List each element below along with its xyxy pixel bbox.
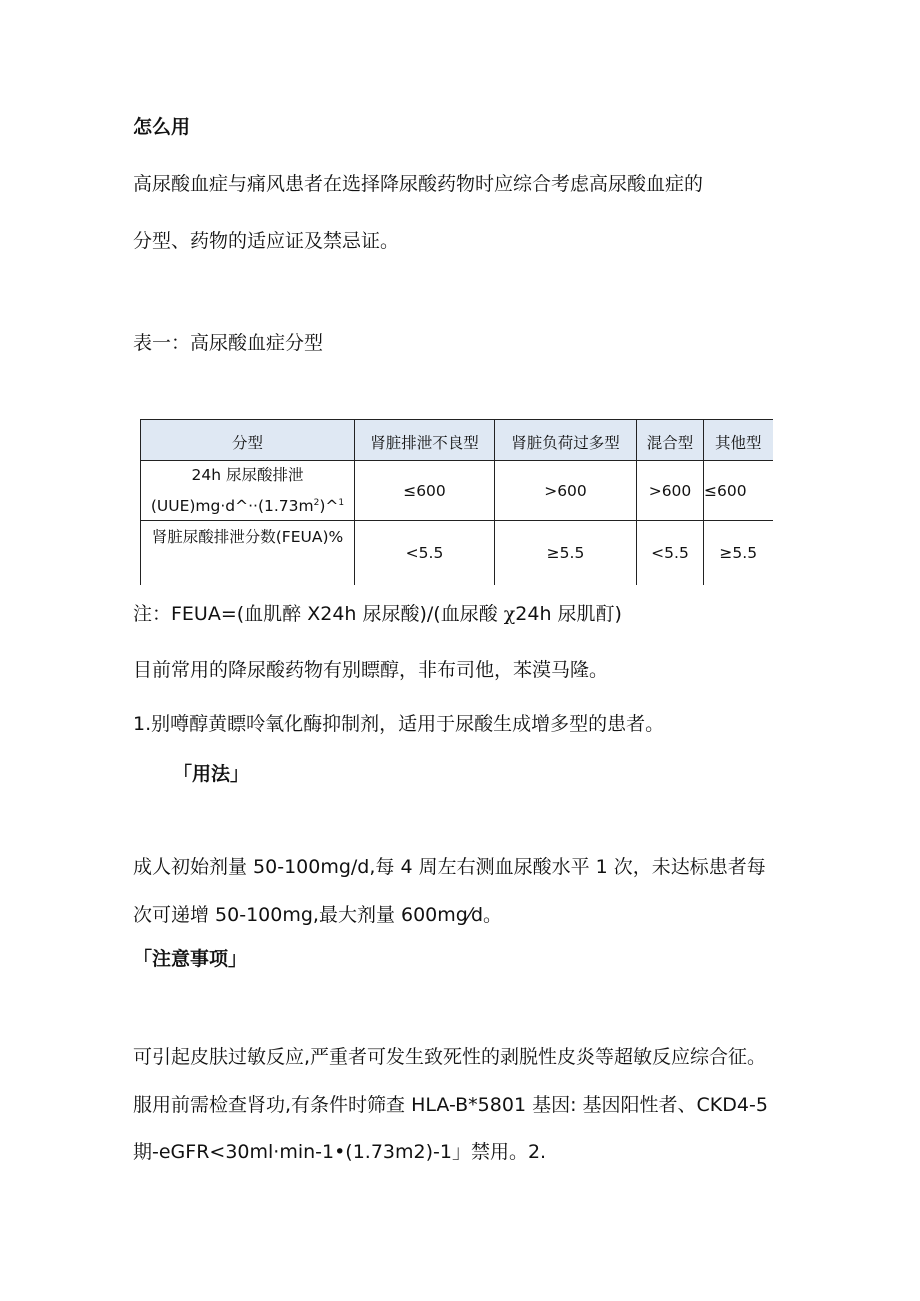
hyperuricemia-type-table bbox=[140, 419, 773, 585]
header-renal-overload: 肾脏负荷过多型 bbox=[495, 420, 637, 461]
table-caption: 表一：高尿酸血症分型 bbox=[133, 332, 324, 354]
intro-line-1: 高尿酸血症与痛风患者在选择降尿酸药物时应综合考虑高尿酸血症的 bbox=[133, 173, 704, 195]
cell-feua-overload: ≥5.5 bbox=[495, 521, 637, 586]
usage-line-1: 成人初始剂量 50-100mg/d,每 4 周左右测血尿酸水平 1 次，未达标患者每 bbox=[133, 856, 766, 878]
cell-uue-other: ≤600 bbox=[704, 461, 773, 521]
row-label-uue: 24h 尿尿酸排泄 $(UUE)mg\cdot d\^{}\cdot\cdot(1.73m^2)\^{}^1$ bbox=[141, 461, 355, 521]
cell-feua-mixed: <5.5 bbox=[637, 521, 704, 586]
drug1-text: 1.别噂醇黄瞟呤氧化酶抑制剂，适用于尿酸生成增多型的患者。 bbox=[133, 713, 665, 735]
caution-line-1: 可引起皮肤过敏反应,严重者可发生致死性的剥脱性皮炎等超敏反应综合征。 bbox=[133, 1046, 767, 1068]
table-header-row bbox=[141, 420, 773, 461]
section-title: 怎么用 bbox=[133, 116, 191, 138]
header-other: 其他型 bbox=[704, 420, 773, 461]
table-row-uue bbox=[141, 461, 773, 521]
header-mixed: 混合型 bbox=[637, 420, 704, 461]
caution-line-2: 服用前需检查肾功,有条件时筛查 HLA-B*5801 基因: 基因阳性者、CKD4-5 bbox=[133, 1094, 768, 1116]
feua-note: 注：FEUA=(血肌醉 X24h 尿尿酸)/(血尿酸 χ24h 尿肌酊) bbox=[133, 603, 622, 625]
caution-heading: 「注意事项」 bbox=[133, 948, 248, 970]
intro-line-2: 分型、药物的适应证及禁忌证。 bbox=[133, 230, 400, 252]
row-label-feua: 肾脏尿酸排泄分数(FEUA)% bbox=[141, 521, 355, 586]
table-row-feua bbox=[141, 521, 773, 586]
cell-feua-other: ≥5.5 bbox=[704, 521, 773, 586]
header-renal-underexcretion: 肾脏排泄不良型 bbox=[355, 420, 495, 461]
common-drugs-text: 目前常用的降尿酸药物有别瞟醇，非布司他，苯漠马隆。 bbox=[133, 659, 609, 681]
cell-uue-underexcretion: ≤600 bbox=[355, 461, 495, 521]
caution-line-3: 期-eGFR<30ml·min-1•(1.73m2)-1」禁用。2. bbox=[133, 1141, 547, 1163]
cell-uue-overload: >600 bbox=[495, 461, 637, 521]
cell-feua-underexcretion: <5.5 bbox=[355, 521, 495, 586]
usage-line-2: 次可递增 50-100mg,最大剂量 600mg⁄d。 bbox=[133, 904, 503, 926]
usage-heading: 「用法」 bbox=[173, 763, 250, 785]
header-type: 分型 bbox=[141, 420, 355, 461]
cell-uue-mixed: >600 bbox=[637, 461, 704, 521]
